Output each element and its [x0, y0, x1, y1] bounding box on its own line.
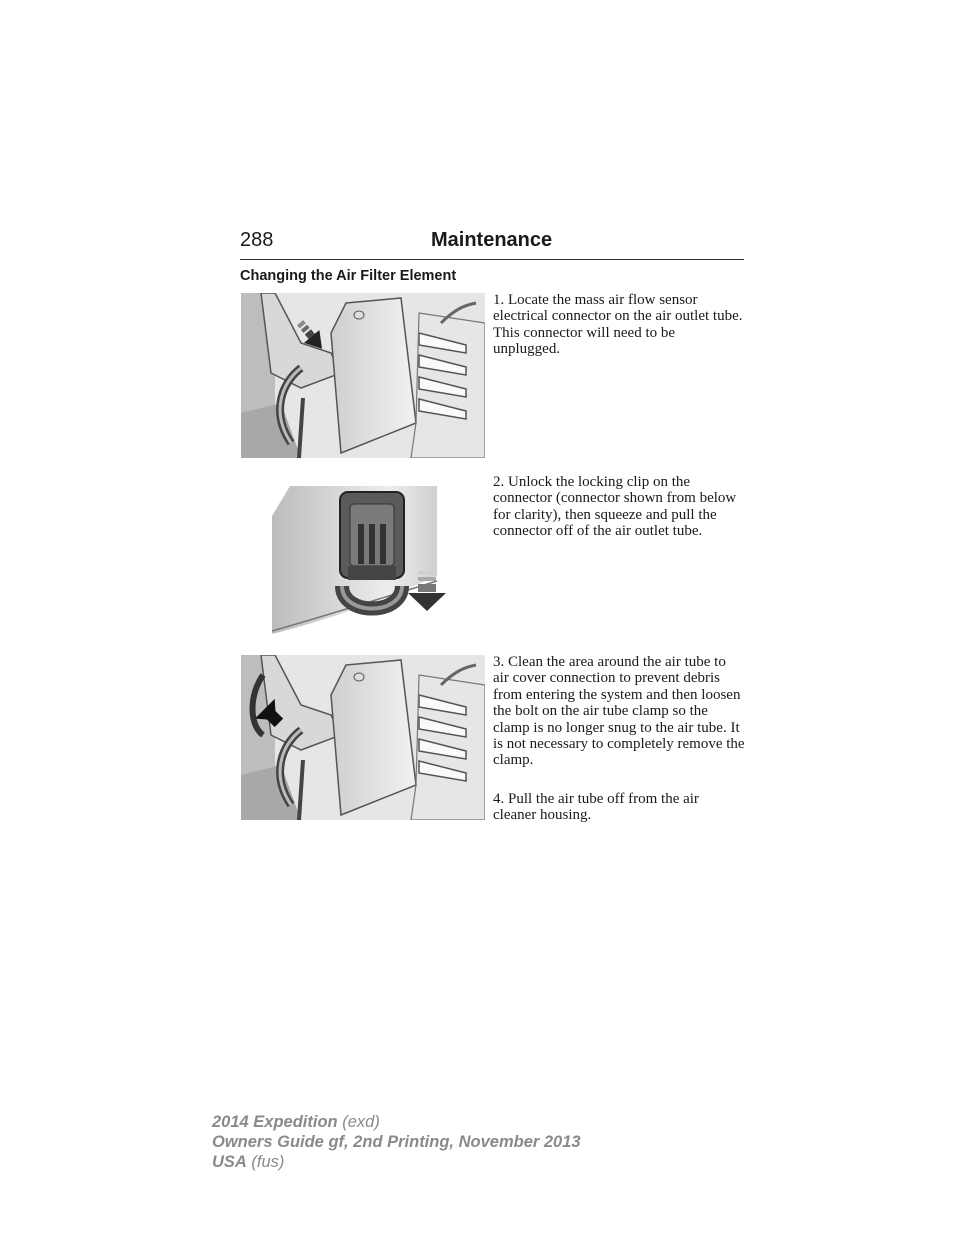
- footer: [212, 1112, 581, 1172]
- step-1: 1. Locate the mass air flow sensor electrical connector on the air outlet tube. This connector will need to be unplugged.: [493, 292, 743, 358]
- step-2: 2. Unlock the locking clip on the connector (connector shown from below for clarity), then squeeze and pull the connector off of the air outlet tube.: [493, 474, 737, 540]
- footer-line-2: [212, 1132, 581, 1152]
- footer-line-1: [212, 1112, 581, 1132]
- footer-printing: Owners Guide gf, 2nd Printing, November 2013: [212, 1133, 581, 1151]
- footer-market-code: (fus): [246, 1153, 285, 1171]
- footer-line-3: [212, 1152, 581, 1172]
- footer-model-code: (exd): [337, 1113, 380, 1131]
- footer-model: 2014 Expedition: [212, 1113, 338, 1131]
- figure-connector-locking-clip: [272, 486, 450, 634]
- footer-market: USA: [212, 1153, 247, 1171]
- subheading: Changing the Air Filter Element: [240, 268, 457, 284]
- figure-air-tube-clamp: [241, 655, 485, 820]
- section-title: Maintenance: [431, 229, 553, 251]
- header-rule: [240, 259, 744, 260]
- figure-mass-air-flow-connector: [241, 293, 485, 458]
- step-4: 4. Pull the air tube off from the air cleaner housing.: [493, 791, 699, 824]
- step-3: 3. Clean the area around the air tube to air cover connection to prevent debris from entering the system and then loosen the bolt on the air tube clamp so the clamp is no longer snug to the air tube. It is not necessary to completely remove the clamp.: [493, 654, 745, 769]
- page-number: 288: [240, 229, 274, 251]
